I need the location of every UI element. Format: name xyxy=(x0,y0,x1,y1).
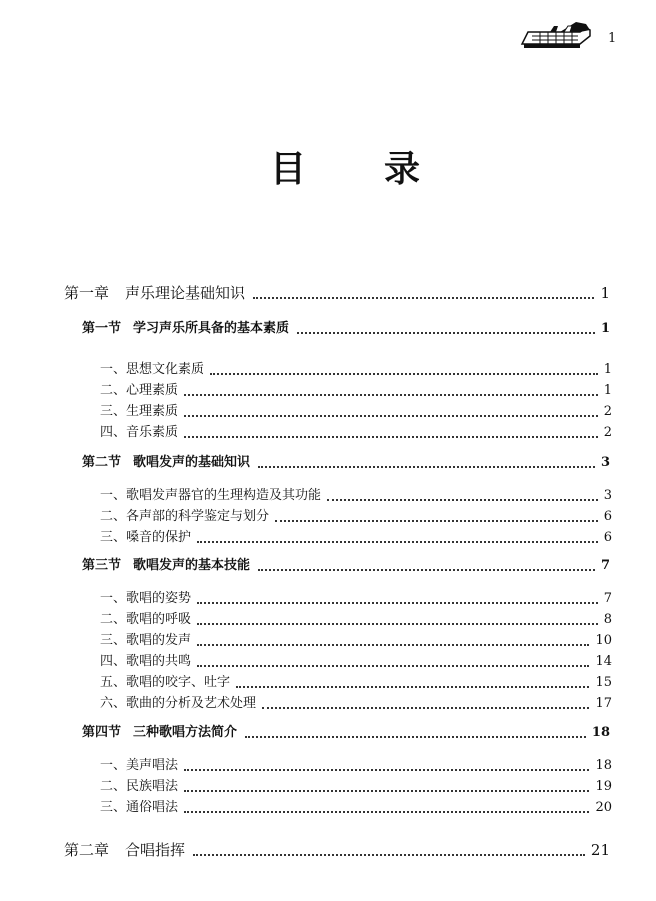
piano-keys-icon xyxy=(520,18,594,50)
dot-leader xyxy=(258,569,595,571)
page-ref: 1 xyxy=(600,321,610,336)
dot-leader xyxy=(193,854,585,856)
page-ref: 20 xyxy=(595,800,612,815)
toc-item xyxy=(100,382,612,400)
section-title: 歌唱发声的基本技能 xyxy=(133,558,251,573)
page-ref: 17 xyxy=(595,696,612,711)
chapter-title: 声乐理论基础知识 xyxy=(125,284,246,302)
dot-leader xyxy=(236,686,589,688)
toc-item xyxy=(100,778,612,796)
page-ref: 10 xyxy=(595,633,612,648)
toc-item xyxy=(100,757,612,775)
page-number: 1 xyxy=(608,31,617,46)
item-title: 五、歌唱的咬字、吐字 xyxy=(100,675,231,690)
dot-leader xyxy=(197,644,589,646)
dot-leader xyxy=(210,373,598,375)
dot-leader xyxy=(184,415,598,417)
section-number: 第二节 xyxy=(82,455,122,470)
page-ref: 21 xyxy=(590,841,610,859)
toc-chapter xyxy=(64,840,610,860)
dot-leader xyxy=(197,541,598,543)
item-title: 二、歌唱的呼吸 xyxy=(100,612,192,627)
page-ref: 8 xyxy=(603,612,612,627)
chapter-number: 第二章 xyxy=(64,841,110,859)
page-ref: 7 xyxy=(600,558,610,573)
toc-item xyxy=(100,632,612,650)
section-title: 歌唱发声的基础知识 xyxy=(133,455,251,470)
toc-item xyxy=(100,611,612,629)
toc-item xyxy=(100,424,612,442)
toc-item xyxy=(100,695,612,713)
toc-item xyxy=(100,508,612,526)
item-title: 三、生理素质 xyxy=(100,404,179,419)
item-title: 一、歌唱发声器官的生理构造及其功能 xyxy=(100,488,322,503)
chapter-number: 第一章 xyxy=(64,284,110,302)
dot-leader xyxy=(253,297,594,299)
toc-item xyxy=(100,653,612,671)
page-ref: 2 xyxy=(603,404,612,419)
toc-section xyxy=(82,724,610,742)
page-title xyxy=(270,150,420,190)
toc-item xyxy=(100,674,612,692)
dot-leader xyxy=(245,736,586,738)
title-char: 目 xyxy=(270,149,307,190)
dot-leader xyxy=(327,499,598,501)
item-title: 二、心理素质 xyxy=(100,383,179,398)
toc-section xyxy=(82,557,610,575)
toc-item xyxy=(100,487,612,505)
dot-leader xyxy=(184,436,598,438)
item-title: 一、思想文化素质 xyxy=(100,362,205,377)
toc-item xyxy=(100,590,612,608)
dot-leader xyxy=(262,707,589,709)
toc-item xyxy=(100,529,612,547)
dot-leader xyxy=(297,332,595,334)
item-title: 一、美声唱法 xyxy=(100,758,179,773)
page-ref: 1 xyxy=(603,362,612,377)
page-ref: 3 xyxy=(603,488,612,503)
item-title: 四、歌唱的共鸣 xyxy=(100,654,192,669)
dot-leader xyxy=(184,790,589,792)
toc-item xyxy=(100,403,612,421)
dot-leader xyxy=(258,466,595,468)
page-ref: 18 xyxy=(595,758,612,773)
item-title: 四、音乐素质 xyxy=(100,425,179,440)
item-title: 三、歌唱的发声 xyxy=(100,633,192,648)
section-number: 第一节 xyxy=(82,321,122,336)
page-ref: 2 xyxy=(603,425,612,440)
section-number: 第三节 xyxy=(82,558,122,573)
title-char: 录 xyxy=(383,149,420,190)
dot-leader xyxy=(184,811,589,813)
item-title: 一、歌唱的姿势 xyxy=(100,591,192,606)
page-ref: 6 xyxy=(603,509,612,524)
dot-leader xyxy=(197,602,598,604)
item-title: 二、民族唱法 xyxy=(100,779,179,794)
chapter-title: 合唱指挥 xyxy=(125,841,186,859)
dot-leader xyxy=(197,623,598,625)
page-ref: 6 xyxy=(603,530,612,545)
page-ref: 3 xyxy=(600,455,610,470)
toc-chapter xyxy=(64,283,610,303)
toc-item xyxy=(100,361,612,379)
section-title: 三种歌唱方法简介 xyxy=(133,725,238,740)
item-title: 三、嗓音的保护 xyxy=(100,530,192,545)
page-ref: 15 xyxy=(595,675,612,690)
page-ref: 14 xyxy=(595,654,612,669)
section-number: 第四节 xyxy=(82,725,122,740)
dot-leader xyxy=(184,394,598,396)
page-ref: 18 xyxy=(591,725,610,740)
section-title: 学习声乐所具备的基本素质 xyxy=(133,321,290,336)
item-title: 六、歌曲的分析及艺术处理 xyxy=(100,696,257,711)
dot-leader xyxy=(275,520,598,522)
page-ref: 1 xyxy=(603,383,612,398)
dot-leader xyxy=(184,769,589,771)
dot-leader xyxy=(197,665,589,667)
page-ref: 19 xyxy=(595,779,612,794)
toc-item xyxy=(100,799,612,817)
item-title: 二、各声部的科学鉴定与划分 xyxy=(100,509,270,524)
page-ref: 1 xyxy=(600,284,610,302)
toc-section xyxy=(82,320,610,338)
item-title: 三、通俗唱法 xyxy=(100,800,179,815)
page-ref: 7 xyxy=(603,591,612,606)
toc-section xyxy=(82,454,610,472)
